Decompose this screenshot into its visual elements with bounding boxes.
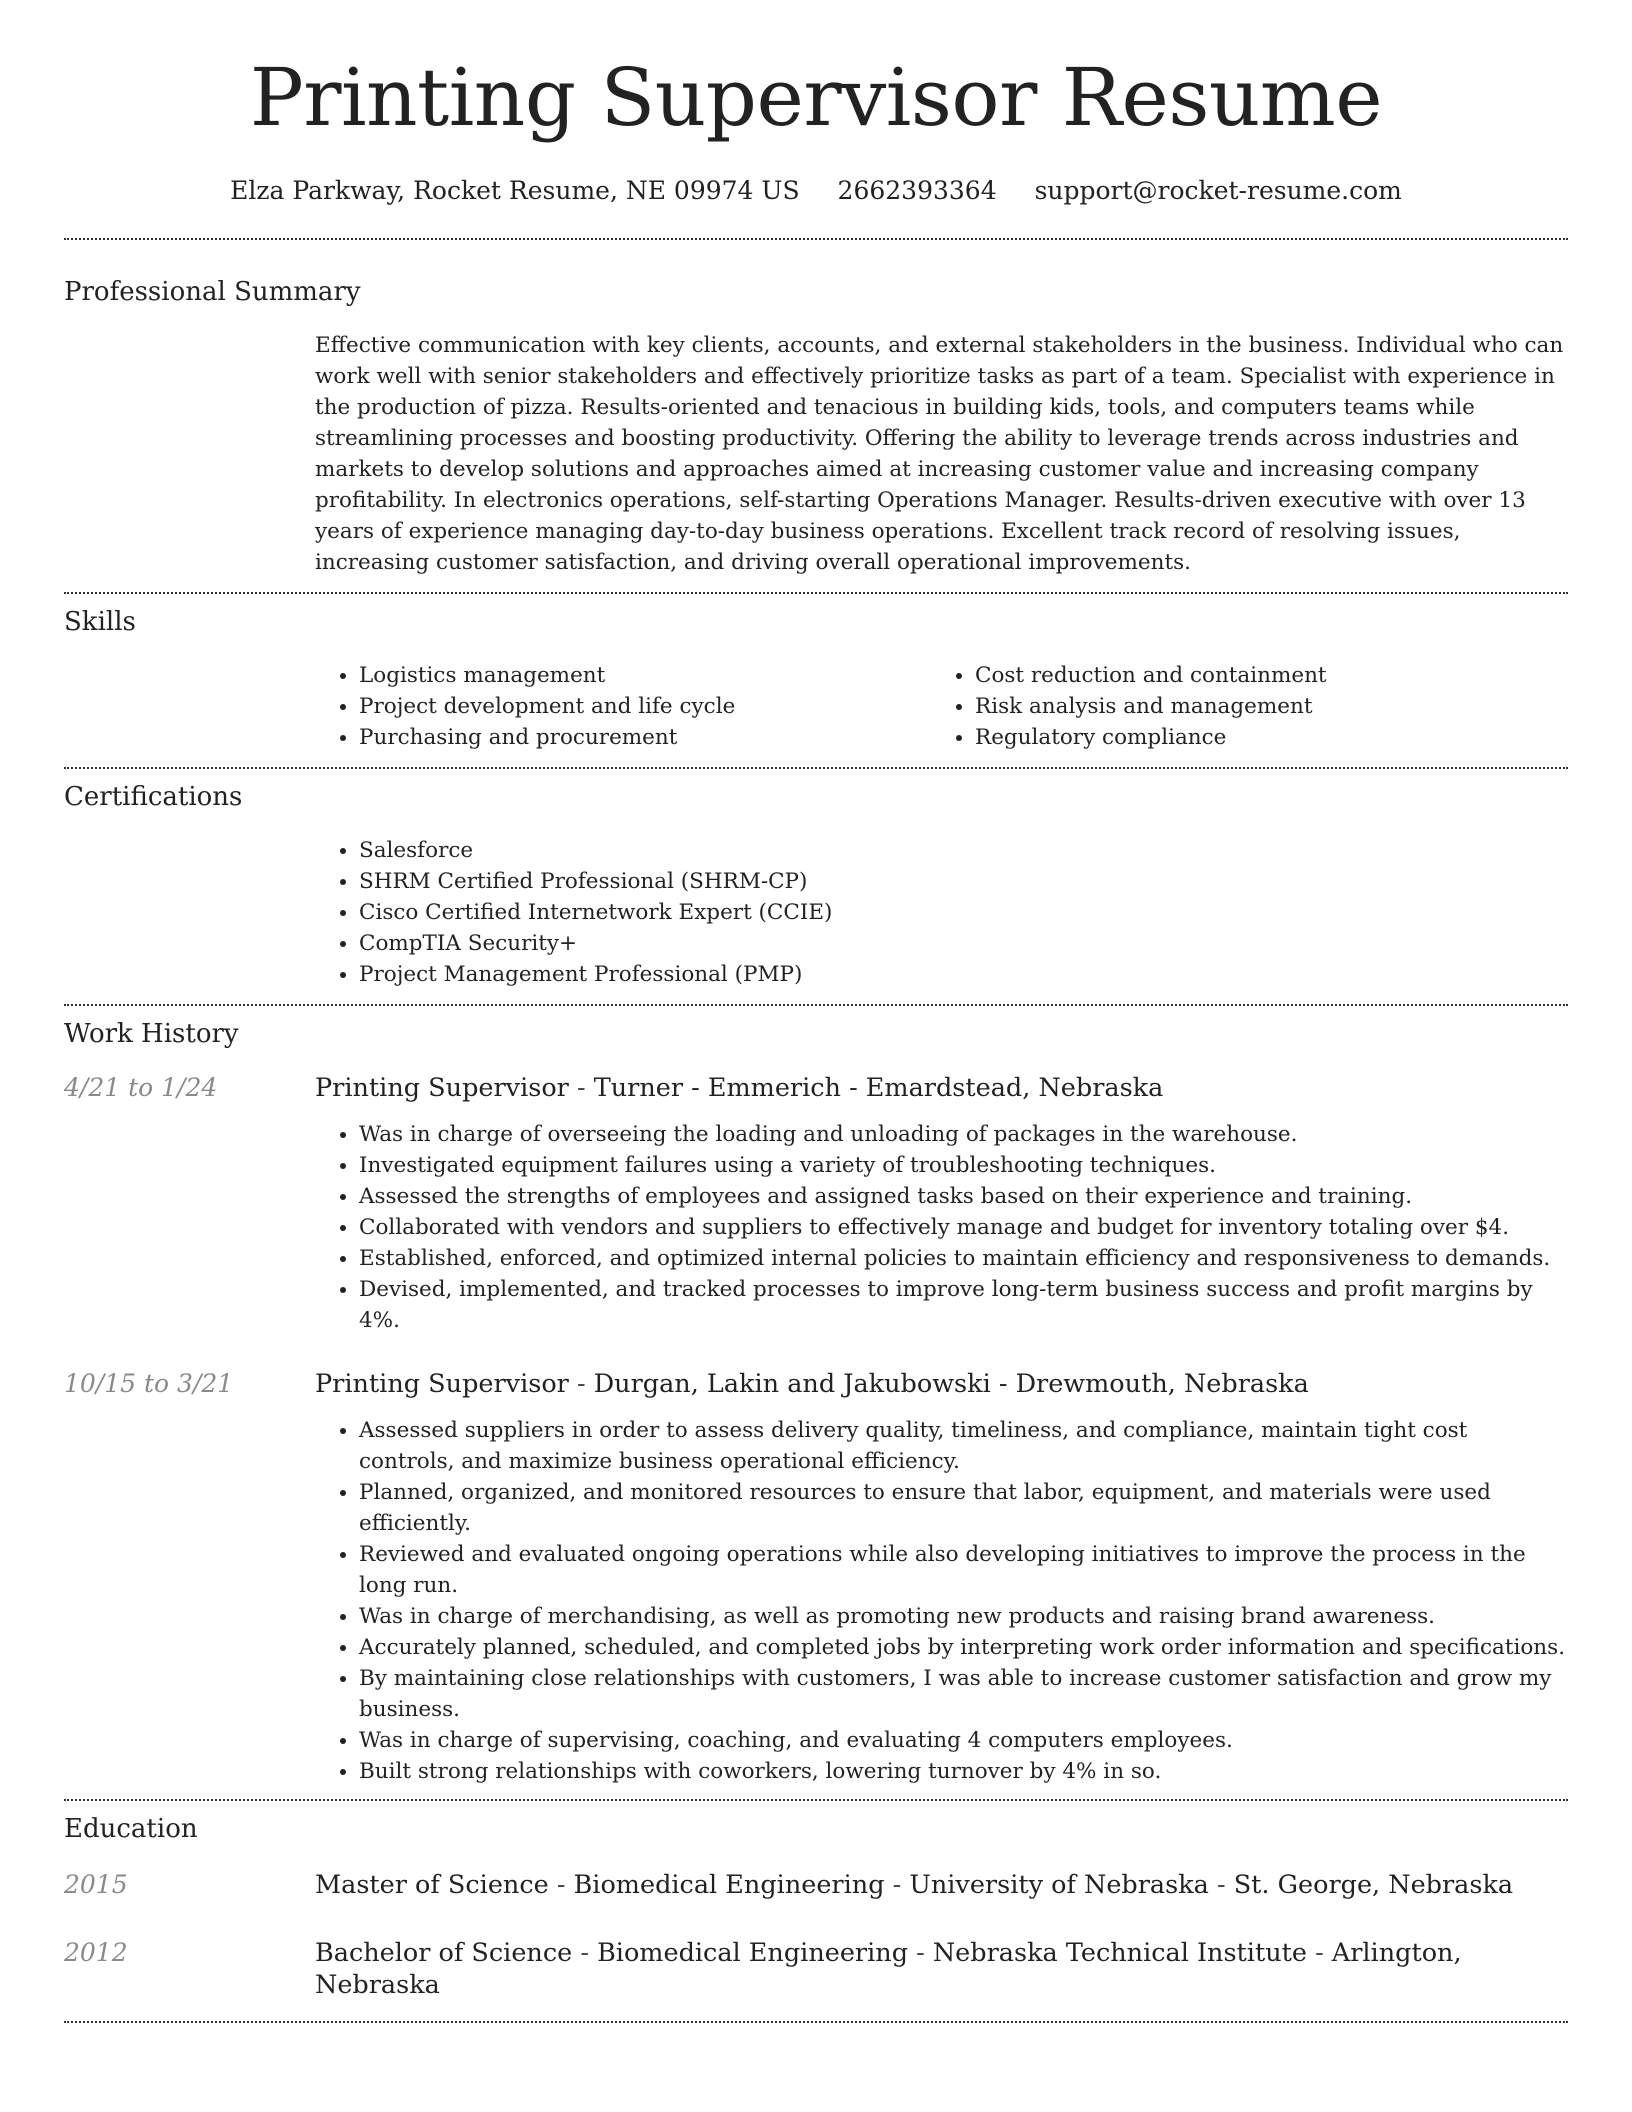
education-entry bbox=[64, 1869, 1568, 1901]
contact-address: Elza Parkway, Rocket Resume, NE 09974 US bbox=[230, 176, 800, 205]
job-bullet: • Collaborated with vendors and suppliers to effectively manage and budget for inventory totaling over $4. bbox=[359, 1212, 1568, 1243]
skills-section bbox=[64, 594, 1568, 767]
education-entry bbox=[64, 1937, 1568, 2001]
job-bullet: • Built strong relationships with coworkers, lowering turnover by 4% in so. bbox=[359, 1756, 1568, 1787]
education-field: Biomedical Engineering bbox=[573, 1870, 885, 1900]
job-bullet: • Was in charge of overseeing the loading and unloading of packages in the warehouse. bbox=[359, 1119, 1568, 1150]
divider bbox=[64, 2021, 1568, 2023]
contact-phone: 2662393364 bbox=[837, 176, 997, 205]
skills-list-right bbox=[931, 660, 1547, 753]
education-location: St. George, Nebraska bbox=[1233, 1870, 1514, 1900]
job-header bbox=[315, 1368, 1568, 1400]
contact-line bbox=[64, 176, 1568, 206]
skill-item: • Risk analysis and management bbox=[975, 691, 1547, 722]
job-bullet: • Established, enforced, and optimized internal policies to maintain efficiency and responsiveness to demands. bbox=[359, 1243, 1568, 1274]
resume-title: Printing Supervisor Resume bbox=[249, 51, 1383, 144]
skill-item: • Project development and life cycle bbox=[359, 691, 931, 722]
education-header bbox=[315, 1869, 1568, 1901]
skill-item: • Logistics management bbox=[359, 660, 931, 691]
job-entry bbox=[64, 1368, 1568, 1787]
certifications-list bbox=[315, 835, 1568, 990]
job-separator: - bbox=[568, 1369, 594, 1399]
education-year: 2012 bbox=[64, 1938, 128, 1967]
education-degree: Bachelor of Science bbox=[315, 1938, 573, 1968]
education-header bbox=[315, 1937, 1568, 2001]
job-company: Turner - Emmerich - Emardstead, Nebraska bbox=[593, 1073, 1164, 1103]
job-dates: 10/15 to 3/21 bbox=[64, 1369, 234, 1398]
education-field: Biomedical Engineering bbox=[597, 1938, 909, 1968]
education-heading: Education bbox=[64, 1814, 198, 1844]
job-entry bbox=[64, 1072, 1568, 1336]
skill-item: • Regulatory compliance bbox=[975, 722, 1547, 753]
job-bullet: • Accurately planned, scheduled, and completed jobs by interpreting work order information and specifications. bbox=[359, 1632, 1568, 1663]
education-separator: - bbox=[884, 1870, 910, 1900]
education-location: Arlington, Nebraska bbox=[315, 1938, 1462, 2000]
education-section bbox=[64, 1801, 1568, 2021]
job-title: Printing Supervisor bbox=[315, 1073, 569, 1103]
job-bullet: • Investigated equipment failures using a variety of troubleshooting techniques. bbox=[359, 1150, 1568, 1181]
certifications-heading: Certifications bbox=[64, 782, 243, 812]
job-bullet: • Reviewed and evaluated ongoing operations while also developing initiatives to improve the process in the long run. bbox=[359, 1539, 1568, 1601]
job-header bbox=[315, 1072, 1568, 1104]
job-separator: - bbox=[568, 1073, 594, 1103]
skill-item: • Cost reduction and containment bbox=[975, 660, 1547, 691]
certifications-section bbox=[64, 769, 1568, 1004]
skill-item: • Purchasing and procurement bbox=[359, 722, 931, 753]
education-year: 2015 bbox=[64, 1870, 128, 1899]
summary-text: Effective communication with key clients, accounts, and external stakeholders in the business. Individual who can work well with senior stakeholders and effectively prioritize tasks as part of a team. Specialist with experience in the production of pizza. Results-oriented and tenacious in building kids, tools, and computers teams while streamlining processes and boosting productivity. Offering the ability to leverage trends across industries and markets to develop solutions and approaches aimed at increasing customer value and increasing company profitability. In electronics operations, self-starting Operations Manager. Results-driven executive with over 13 years of experience managing day-to-day business operations. Excellent track record of resolving issues, increasing customer satisfaction, and driving overall operational improvements. bbox=[315, 333, 1564, 575]
job-company: Durgan, Lakin and Jakubowski - Drewmouth, Nebraska bbox=[593, 1369, 1309, 1399]
job-bullet: • Assessed the strengths of employees and assigned tasks based on their experience and training. bbox=[359, 1181, 1568, 1212]
job-bullet: • Was in charge of merchandising, as well as promoting new products and raising brand awareness. bbox=[359, 1601, 1568, 1632]
education-separator: - bbox=[548, 1870, 574, 1900]
summary-heading: Professional Summary bbox=[64, 277, 361, 307]
contact-email: support@rocket-resume.com bbox=[1034, 176, 1402, 205]
education-degree: Master of Science bbox=[315, 1870, 549, 1900]
job-bullet: • Was in charge of supervising, coaching, and evaluating 4 computers employees. bbox=[359, 1725, 1568, 1756]
certification-item: • CompTIA Security+ bbox=[359, 928, 1568, 959]
certification-item: • Project Management Professional (PMP) bbox=[359, 959, 1568, 990]
resume-page bbox=[64, 0, 1568, 2023]
education-separator: - bbox=[1306, 1938, 1332, 1968]
skills-list-left bbox=[315, 660, 931, 753]
work-history-section bbox=[64, 1006, 1568, 1799]
summary-section bbox=[64, 240, 1568, 592]
work-history-heading: Work History bbox=[64, 1019, 239, 1049]
education-school: Nebraska Technical Institute bbox=[932, 1938, 1307, 1968]
certification-item: • Salesforce bbox=[359, 835, 1568, 866]
job-bullet: • By maintaining close relationships with customers, I was able to increase customer satisfaction and grow my business. bbox=[359, 1663, 1568, 1725]
education-separator: - bbox=[1208, 1870, 1234, 1900]
job-bullets bbox=[315, 1415, 1568, 1787]
job-title: Printing Supervisor bbox=[315, 1369, 569, 1399]
education-separator: - bbox=[572, 1938, 598, 1968]
education-school: University of Nebraska bbox=[909, 1870, 1209, 1900]
skills-heading: Skills bbox=[64, 607, 136, 637]
job-bullet: • Devised, implemented, and tracked processes to improve long-term business success and profit margins by 4%. bbox=[359, 1274, 1568, 1336]
job-bullet: • Planned, organized, and monitored resources to ensure that labor, equipment, and materials were used efficiently. bbox=[359, 1477, 1568, 1539]
job-bullets bbox=[315, 1119, 1568, 1336]
certification-item: • SHRM Certified Professional (SHRM-CP) bbox=[359, 866, 1568, 897]
job-bullet: • Assessed suppliers in order to assess delivery quality, timeliness, and compliance, maintain tight cost controls, and maximize business operational efficiency. bbox=[359, 1415, 1568, 1477]
job-dates: 4/21 to 1/24 bbox=[64, 1073, 218, 1102]
certification-item: • Cisco Certified Internetwork Expert (CCIE) bbox=[359, 897, 1568, 928]
education-separator: - bbox=[908, 1938, 933, 1968]
